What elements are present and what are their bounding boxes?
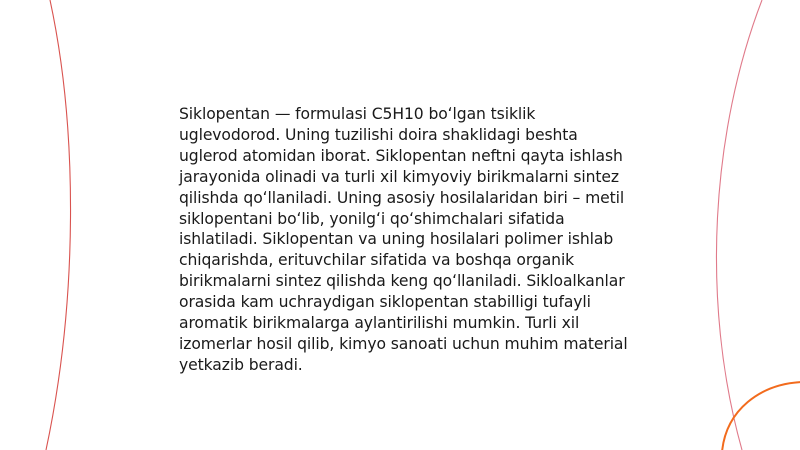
right-arc [716, 0, 762, 450]
orange-accent-arc [722, 382, 800, 450]
left-arc [46, 0, 71, 450]
body-paragraph: Siklopentan — formulasi C5H10 boʻlgan tsiklik uglevodorod. Uning tuzilishi doira shaklidagi beshta uglerod atomidan iborat. Siklopentan neftni qayta ishlash jarayonida olinadi va turli xil kimyoviy birikmalarni sintez qilishda qoʻllaniladi. Uning asosiy hosilalaridan biri – metil siklopentani boʻlib, yonilgʻi qoʻshimchalari sifatida ishlatiladi. Siklopentan va uning hosilalari polimer ishlab chiqarishda, erituvchilar sifatida va boshqa organik birikmalarni sintez qilishda keng qoʻllaniladi. Sikloalkanlar orasida kam uchraydigan siklopentan stabilligi tufayli aromatik birikmalarga aylantirilishi mumkin. Turli xil izomerlar hosil qilib, kimyo sanoati uchun muhim material yetkazib beradi. [179, 105, 628, 374]
